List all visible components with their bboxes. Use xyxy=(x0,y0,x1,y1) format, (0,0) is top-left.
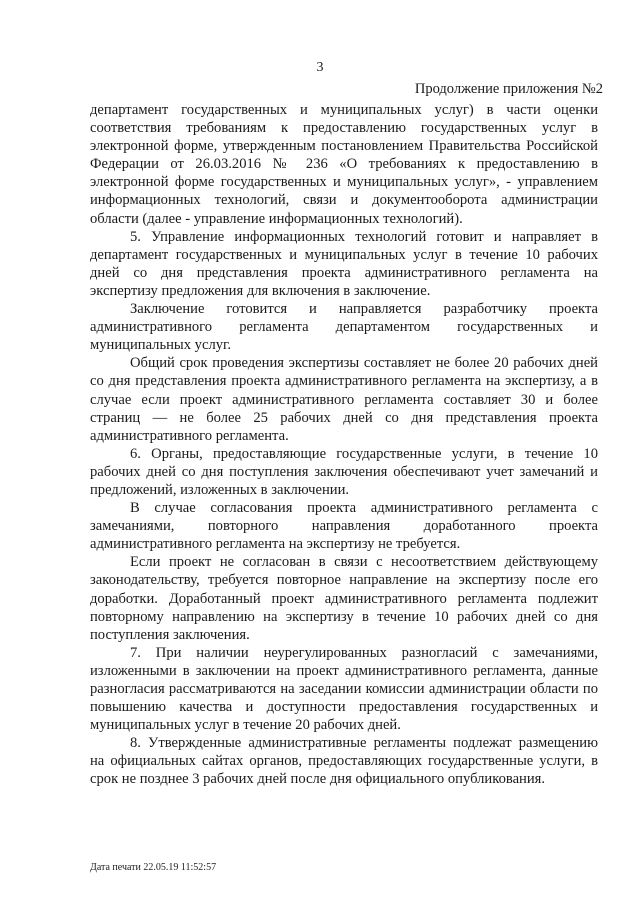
paragraph-approval-with-remarks: В случае согласования проекта административного регламента с замечаниями, повторного направления доработанного проекта административного регламента на экспертизу не требуется. xyxy=(90,500,598,553)
paragraph-conclusion-sent: Заключение готовится и направляется разработчику проекта административного регламента департаментом государственных и муниципальных услуг. xyxy=(90,301,598,354)
appendix-continuation-label: Продолжение приложения №2 xyxy=(414,81,603,97)
paragraph-not-approved: Если проект не согласован в связи с несоответствием действующему законодательству, требуется повторное направление на экспертизу после его доработки. Доработанный проект административного регламента подлежит повторному направлению на экспертизу в течение 10 рабочих дней со дня поступления заключения. xyxy=(90,554,598,643)
document-body xyxy=(90,101,598,789)
print-date-footer: Дата печати 22.05.19 11:52:57 xyxy=(90,862,217,873)
paragraph-item-8: 8. Утвержденные административные регламенты подлежат размещению на официальных сайтах органов, предоставляющих государственные услуги, в срок не позднее 3 рабочих дней после дня официального опубликования. xyxy=(90,735,598,788)
paragraph-review-period: Общий срок проведения экспертизы составляет не более 20 рабочих дней со дня представления проекта административного регламента на экспертизу, а в случае если проект административного регламента составляет 30 и более страниц — не более 25 рабочих дней со дня представления проекта административного регламента. xyxy=(90,355,598,444)
paragraph-continuation: департамент государственных и муниципальных услуг) в части оценки соответствия требованиям к предоставлению государственных услуг в электронной форме, утвержденным постановлением Правительства Российской Федерации от 26.03.2016 № 236 «О требованиях к предоставлению в электронной форме государственных и муниципальных услуг», - управлением информационных технологий, связи и документооборота администрации области (далее - управление информационных технологий). xyxy=(90,102,598,227)
paragraph-item-5: 5. Управление информационных технологий готовит и направляет в департамент государственных и муниципальных услуг в течение 10 рабочих дней со дня представления проекта административного регламента на экспертизу предложения для включения в заключение. xyxy=(90,228,598,299)
paragraph-item-6: 6. Органы, предоставляющие государственные услуги, в течение 10 рабочих дней со дня поступления заключения обеспечивают учет замечаний и предложений, изложенных в заключении. xyxy=(90,445,598,498)
page-number: 3 xyxy=(316,60,324,75)
paragraph-item-7: 7. При наличии неурегулированных разногласий с замечаниями, изложенными в заключении на проект административного регламента, данные разногласия рассматриваются на заседании комиссии администрации области по повышению качества и доступности предоставления государственных и муниципальных услуг в течение 20 рабочих дней. xyxy=(90,644,598,734)
